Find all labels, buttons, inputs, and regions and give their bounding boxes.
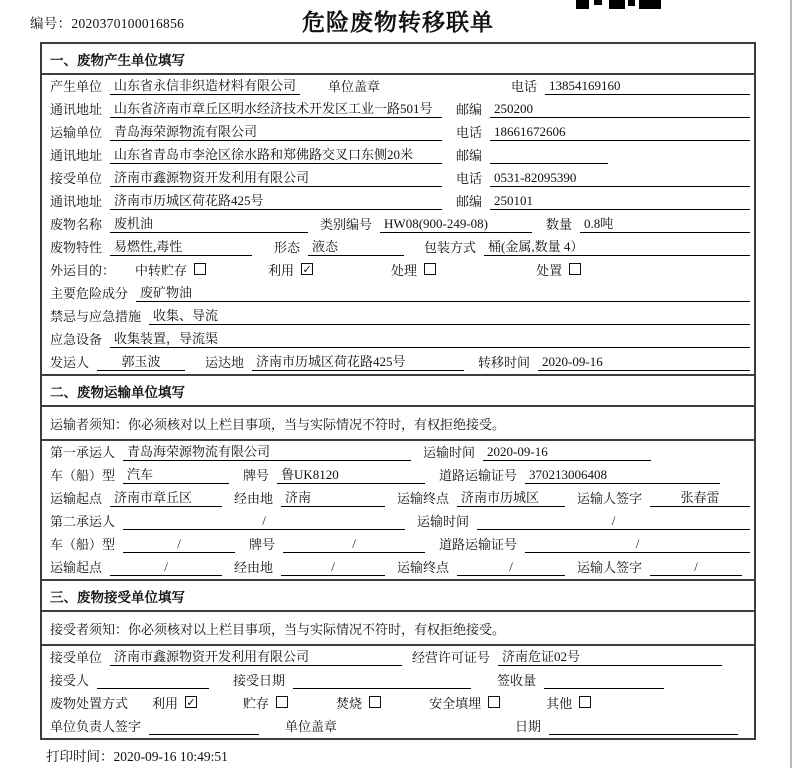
receiver-address-label: 通讯地址 [50, 194, 103, 209]
second-carrier-value: / [123, 513, 405, 530]
responsible-signature-row [42, 715, 754, 738]
carrier-sign1-label: 运输人签字 [577, 491, 643, 506]
route1-row [42, 487, 754, 510]
unit-seal-label: 单位盖章 [328, 79, 381, 94]
transport-time2-label: 运输时间 [417, 514, 470, 529]
transport-time2-value: / [477, 513, 750, 530]
section3-header: 三、废物接受单位填写 [42, 579, 754, 612]
transporter-address-value: 山东省青岛市李沧区徐水路和郑佛路交叉口东侧20米 [110, 144, 442, 164]
receiver-notice: 接受者须知：你必须核对以上栏目事项，当与实际情况不符时，有权拒绝接受。 [42, 612, 754, 646]
plate2-label: 牌号 [249, 537, 276, 552]
second-carrier-row [42, 510, 754, 533]
received-qty-value [544, 673, 664, 689]
producer-zip-value: 250200 [490, 101, 750, 118]
accept-date-label: 接受日期 [233, 673, 286, 688]
route-end2-value: / [457, 559, 565, 576]
route-end1-value: 济南市历城区 [457, 487, 565, 507]
receiver-label: 接受单位 [50, 171, 103, 186]
transporter-address-label: 通讯地址 [50, 148, 103, 163]
transporter-value: 青岛海荣源物流有限公司 [110, 121, 442, 141]
category-code-label: 类别编号 [320, 217, 373, 232]
road-license2-label: 道路运输证号 [439, 537, 518, 552]
transfer-time-value: 2020-09-16 [538, 354, 750, 371]
disposal-option-incinerate: 焚烧 [336, 693, 381, 712]
producer-zip-label: 邮编 [456, 102, 483, 117]
receiver-address-value: 济南市历城区荷花路425号 [110, 190, 442, 210]
hazard-component-value: 废矿物油 [136, 282, 750, 302]
route2-row [42, 556, 754, 579]
road-license1-value: 370213006408 [525, 467, 720, 484]
checkbox[interactable] [369, 696, 381, 708]
waste-property-label: 废物特性 [50, 240, 103, 255]
road-license1-label: 道路运输证号 [439, 468, 518, 483]
transport-time1-label: 运输时间 [423, 445, 476, 460]
hazard-component-label: 主要危险成分 [50, 286, 129, 301]
accepting-unit-label: 接受单位 [50, 650, 103, 665]
route-start2-value: / [110, 559, 222, 576]
shipper-label: 发运人 [50, 355, 90, 370]
packing-value: 桶(金属,数量 4） [484, 236, 750, 256]
responsible-signature-label: 单位负责人签字 [50, 719, 142, 734]
shipper-row [42, 351, 754, 374]
unit-seal2-label: 单位盖章 [285, 719, 338, 734]
first-carrier-value: 青岛海荣源物流有限公司 [123, 441, 411, 461]
transfer-purpose-row [42, 259, 754, 282]
serial-value: 2020370100016856 [71, 16, 185, 31]
producer-phone-value: 13854169160 [545, 78, 750, 95]
producer-label: 产生单位 [50, 79, 103, 94]
disposal-option-other: 其他 [546, 693, 591, 712]
via2-value: / [281, 559, 385, 576]
producer-address-row [42, 98, 754, 121]
vehicle-type1-value: 汽车 [123, 464, 229, 484]
serial-label: 编号： [30, 16, 72, 31]
purpose-option-treat: 处理 [391, 260, 436, 279]
vehicle2-row [42, 533, 754, 556]
page-edge-line [790, 0, 792, 768]
receiver-phone-value: 0531-82095390 [490, 170, 750, 187]
quantity-value: 0.8吨 [580, 213, 750, 233]
destination-value: 济南市历城区荷花路425号 [252, 351, 464, 371]
transfer-purpose-label: 外运目的： [50, 263, 116, 278]
transport-time1-value: 2020-09-16 [483, 444, 651, 461]
route-start1-label: 运输起点 [50, 491, 103, 506]
route-start2-label: 运输起点 [50, 560, 103, 575]
form-state-value: 液态 [308, 236, 404, 256]
producer-address-value: 山东省济南市章丘区明水经济技术开发区工业一路501号 [110, 98, 442, 118]
carrier-sign2-label: 运输人签字 [577, 560, 643, 575]
vehicle-type1-label: 车（船）型 [50, 468, 116, 483]
carrier-sign1-value: 张春雷 [650, 487, 750, 507]
qr-code-fragment [576, 0, 661, 10]
checkbox[interactable] [424, 263, 436, 275]
quantity-label: 数量 [546, 217, 573, 232]
checkbox[interactable] [194, 263, 206, 275]
carrier-sign2-value: / [650, 559, 742, 576]
receiver-phone-label: 电话 [456, 171, 483, 186]
acceptor-row [42, 669, 754, 692]
disposal-option-landfill: 安全填埋 [429, 693, 500, 712]
waste-name-label: 废物名称 [50, 217, 103, 232]
accepting-unit-row [42, 646, 754, 669]
producer-phone-label: 电话 [510, 79, 537, 94]
route-start1-value: 济南市章丘区 [110, 487, 222, 507]
category-code-value: HW08(900-249-08) [380, 216, 532, 233]
producer-address-label: 通讯地址 [50, 102, 103, 117]
plate2-value: / [283, 536, 425, 553]
transfer-time-label: 转移时间 [478, 355, 531, 370]
emergency-equipment-label: 应急设备 [50, 332, 103, 347]
contraindication-row [42, 305, 754, 328]
via2-label: 经由地 [234, 560, 274, 575]
contraindication-value: 收集、导流 [149, 305, 750, 325]
receiver-zip-value: 250101 [490, 193, 750, 210]
transporter-address-row [42, 144, 754, 167]
form-state-label: 形态 [274, 240, 301, 255]
purpose-option-utilize: 利用 ✓ [268, 262, 312, 278]
first-carrier-row [42, 441, 754, 464]
receiver-value: 济南市鑫源物资开发利用有限公司 [110, 167, 442, 187]
vehicle1-row [42, 464, 754, 487]
via1-label: 经由地 [234, 491, 274, 506]
producer-row [42, 75, 754, 98]
packing-label: 包装方式 [424, 240, 477, 255]
plate1-label: 牌号 [243, 468, 270, 483]
permit-label: 经营许可证号 [412, 650, 491, 665]
received-qty-label: 签收量 [497, 673, 537, 688]
checkbox[interactable] [488, 696, 500, 708]
purpose-option-dispose: 处置 [536, 260, 581, 279]
checkbox[interactable] [579, 696, 591, 708]
vehicle-type2-label: 车（船）型 [50, 537, 116, 552]
print-time [46, 745, 796, 765]
section2-header: 二、废物运输单位填写 [42, 374, 754, 407]
transporter-label: 运输单位 [50, 125, 103, 140]
second-carrier-label: 第二承运人 [50, 514, 116, 529]
road-license2-value: / [525, 536, 750, 553]
receiver-zip-label: 邮编 [456, 194, 483, 209]
first-carrier-label: 第一承运人 [50, 445, 116, 460]
transporter-phone-value: 18661672606 [490, 124, 750, 141]
checkbox[interactable]: ✓ [302, 262, 312, 276]
route-end2-label: 运输终点 [397, 560, 450, 575]
checkbox[interactable] [276, 696, 288, 708]
disposal-option-storage: 贮存 [243, 693, 288, 712]
emergency-equipment-value: 收集装置，导流渠 [110, 328, 750, 348]
purpose-option-storage: 中转贮存 [135, 260, 206, 279]
disposal-method-label: 废物处置方式 [50, 696, 129, 711]
emergency-equipment-row [42, 328, 754, 351]
sign-date-value [549, 719, 738, 735]
checkbox[interactable]: ✓ [186, 695, 196, 709]
manifest-form-table [40, 42, 756, 740]
vehicle-type2-value: / [123, 536, 235, 553]
shipper-value: 郭玉波 [97, 351, 185, 371]
receiver-address-row [42, 190, 754, 213]
waste-name-value: 废机油 [110, 213, 308, 233]
transporter-zip-value [490, 148, 608, 164]
destination-label: 运达地 [205, 355, 245, 370]
page-title: 危险废物转移联单 [302, 9, 494, 35]
transporter-notice: 运输者须知：你必须核对以上栏目事项，当与实际情况不符时，有权拒绝接受。 [42, 407, 754, 441]
section1-header: 一、废物产生单位填写 [42, 44, 754, 75]
via1-value: 济南 [281, 487, 385, 507]
disposal-method-row [42, 692, 754, 715]
producer-value: 山东省永信非织造材料有限公司 [110, 75, 300, 95]
responsible-signature-value [149, 719, 259, 735]
document-header [0, 0, 796, 42]
route-end1-label: 运输终点 [397, 491, 450, 506]
waste-property-value: 易燃性,毒性 [110, 236, 252, 256]
accepting-unit-value: 济南市鑫源物资开发利用有限公司 [110, 646, 402, 666]
transporter-row [42, 121, 754, 144]
transporter-zip-label: 邮编 [456, 148, 483, 163]
waste-property-row [42, 236, 754, 259]
disposal-option-utilize: 利用 ✓ [152, 695, 196, 711]
plate1-value: 鲁UK8120 [277, 464, 425, 484]
permit-value: 济南危证02号 [498, 646, 722, 666]
waste-name-row [42, 213, 754, 236]
contraindication-label: 禁忌与应急措施 [50, 309, 142, 324]
print-time-label: 打印时间： [46, 749, 114, 764]
transporter-phone-label: 电话 [456, 125, 483, 140]
checkbox[interactable] [569, 263, 581, 275]
acceptor-value [97, 673, 209, 689]
receiver-row [42, 167, 754, 190]
sign-date-label: 日期 [515, 719, 542, 734]
acceptor-label: 接受人 [50, 673, 90, 688]
hazard-component-row [42, 282, 754, 305]
accept-date-value [293, 673, 471, 689]
print-time-value: 2020-09-16 10:49:51 [113, 749, 228, 764]
